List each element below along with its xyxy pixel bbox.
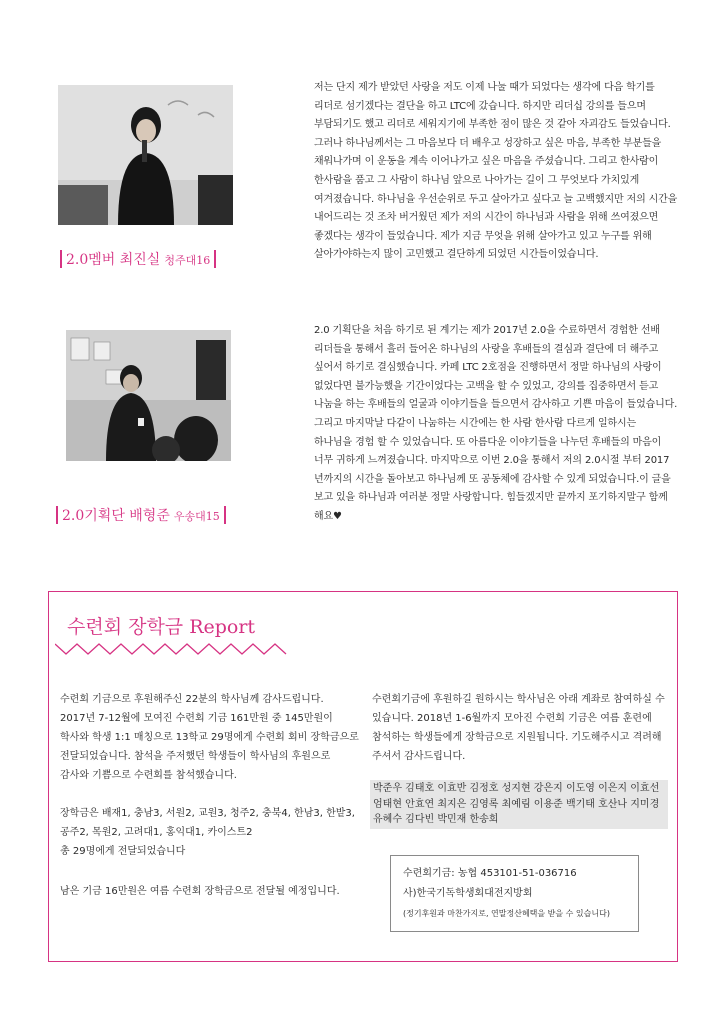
caption-name: 2.0기획단 배형준 <box>62 508 170 524</box>
testimony-line: 해요♥ <box>314 510 342 522</box>
account-holder: 사)한국기독학생회대전지방회 <box>403 888 533 899</box>
scholarship-left-column <box>60 690 360 901</box>
account-note: (정기후원과 마찬가지로, 연말정산혜택을 받을 수 있습니다) <box>403 909 610 918</box>
testimony-line: 살아가야하는지 많이 고민했고 결단하게 되었던 시간들이었습니다. <box>314 249 599 261</box>
account-number: 수련회기금: 농협 453101-51-036716 <box>403 868 577 879</box>
testimony-line: 없었다면 불가능했을 기간이었다는 고백을 할 수 있었고, 강의를 집중하면서 듣고 <box>314 380 659 392</box>
report-line: 수련회기금에 후원하길 원하시는 학사님은 아래 계좌로 참여하실 수 <box>372 694 665 705</box>
testimony-line: 하나님을 경험 할 수 있었습니다. 또 아름다운 이야기들을 나누던 후배들의 마음이 <box>314 436 662 448</box>
testimony-line: 그리고 마지막날 다같이 나눔하는 시간에는 한 사람 한사람 다르게 일하시는 <box>314 417 637 429</box>
donor-line: 유혜수 김다빈 박민재 한송희 <box>373 814 499 825</box>
testimony-line: 부담되기도 했고 리더로 세워지기에 부족한 점이 많은 것 같아 자괴감도 들었습니다. <box>314 119 671 131</box>
report-line: 전달되었습니다. 참석을 주저했던 학생들이 학사님의 후원으로 <box>60 751 331 762</box>
photo-speaker-1 <box>58 85 233 225</box>
caption-school: 우송대15 <box>173 510 220 523</box>
testimony-line: 채워나가며 이 운동을 계속 이어나가고 싶은 마음을 주셨습니다. 그리고 한사람이 <box>314 156 659 168</box>
account-info-box <box>390 855 639 932</box>
report-line: 학사와 학생 1:1 매칭으로 13학교 29명에게 수련회 회비 장학금으로 <box>60 732 359 743</box>
zigzag-divider <box>55 642 287 656</box>
testimony-line: 나눔을 하는 후배들의 얼굴과 이야기들을 들으면서 감사하고 기쁜 마음이 들었습니다. <box>314 399 678 411</box>
testimony-line: 보고 있을 하나님과 여러분 정말 사랑합니다. 힘들겠지만 끝까지 포기하지말구 함께 <box>314 492 668 504</box>
caption-bar-left <box>56 506 58 524</box>
report-line: 2017년 7-12월에 모여진 수련회 기금 161만원 중 145만원이 <box>60 713 333 724</box>
testimony-line: 한사람을 품고 그 사람이 하나님 앞으로 나아가는 길이 그 무엇보다 가치있게 <box>314 174 640 186</box>
caption-speaker-2 <box>56 505 226 525</box>
testimony-line: 그러나 하나님께서는 그 마음보다 더 배우고 성장하고 싶은 마음, 부족한 부분들을 <box>314 137 662 149</box>
testimony-line: 리더들을 통해서 흘러 들어온 하나님의 사랑을 후배들의 결심과 결단에 더 해주고 <box>314 343 659 355</box>
testimony-line: 좋겠다는 생각이 들었습니다. 제가 지금 무엇을 위해 살아가고 있고 누구를 위해 <box>314 230 652 242</box>
photo-speaker-2 <box>66 330 231 461</box>
testimony-line: 너무 귀하게 느껴졌습니다. 마지막으로 이번 2.0을 통해서 저의 2.0시절 부터 2017 <box>314 455 670 467</box>
donor-names-list <box>370 780 668 829</box>
caption-bar-left <box>60 250 62 268</box>
report-line: 주셔서 감사드립니다. <box>372 751 466 762</box>
report-line: 감사와 기쁨으로 수련회를 참석했습니다. <box>60 770 237 781</box>
testimony-line: 내어드리는 것 조차 버거웠던 제가 저의 시간이 하나님과 사람을 위해 쓰여졌으면 <box>314 212 659 224</box>
testimony-line: 2.0 기획단을 처음 하기로 된 계기는 제가 2017년 2.0을 수료하면서 경험한 선배 <box>314 325 660 336</box>
report-line: 남은 기금 16만원은 여름 수련회 장학금으로 전달될 예정입니다. <box>60 886 340 897</box>
report-line: 공주2, 목원2, 고려대1, 홍익대1, 카이스트2 <box>60 827 253 838</box>
caption-name: 2.0멤버 최진실 <box>66 252 161 268</box>
caption-bar-right <box>224 506 226 524</box>
report-line: 장학금은 배재1, 충남3, 서원2, 교원3, 청주2, 충북4, 한남3, 한밭3, <box>60 808 355 819</box>
testimony-line: 여겨졌습니다. 하나님을 우선순위로 두고 살아가고 싶다고 늘 고백했지만 저의 시간을 <box>314 193 678 205</box>
testimony-text-2 <box>314 322 678 527</box>
testimony-text-1 <box>314 79 678 265</box>
testimony-line: 리더로 섬기겠다는 결단을 하고 LTC에 갔습니다. 하지만 리더십 강의를 들으며 <box>314 100 646 112</box>
caption-school: 청주대16 <box>164 254 211 267</box>
report-line: 참석하는 학생들에게 장학금으로 지원됩니다. 기도해주시고 격려해 <box>372 732 662 743</box>
donor-line: 엄태현 안효연 최지은 김영록 최예림 이용준 백기태 호산나 지미경 <box>373 798 660 810</box>
report-line: 수련회 기금으로 후원해주신 22분의 학사님께 감사드립니다. <box>60 694 324 705</box>
donor-line: 박준우 김태호 이효반 김정호 성지현 강은지 이도영 이은지 이효선 <box>373 783 660 794</box>
scholarship-right-column <box>372 690 672 766</box>
caption-bar-right <box>214 250 216 268</box>
testimony-line: 년까지의 시간을 돌아보고 하나님께 또 공동체에 감사할 수 있게 되었습니다.이 글을 <box>314 473 671 485</box>
report-line: 있습니다. 2018년 1-6월까지 모아진 수련회 기금은 여름 훈련에 <box>372 713 652 724</box>
scholarship-report-title: 수련회 장학금 Report <box>67 616 256 638</box>
testimony-line: 싶어서 하기로 결심했습니다. 카페 LTC 2호점을 진행하면서 정말 하나님의 사랑이 <box>314 362 662 374</box>
caption-speaker-1 <box>60 249 216 269</box>
testimony-line: 저는 단지 제가 받았던 사랑을 저도 이제 나눌 때가 되었다는 생각에 다음 학기를 <box>314 82 655 93</box>
report-line: 총 29명에게 전달되었습니다 <box>60 846 186 857</box>
